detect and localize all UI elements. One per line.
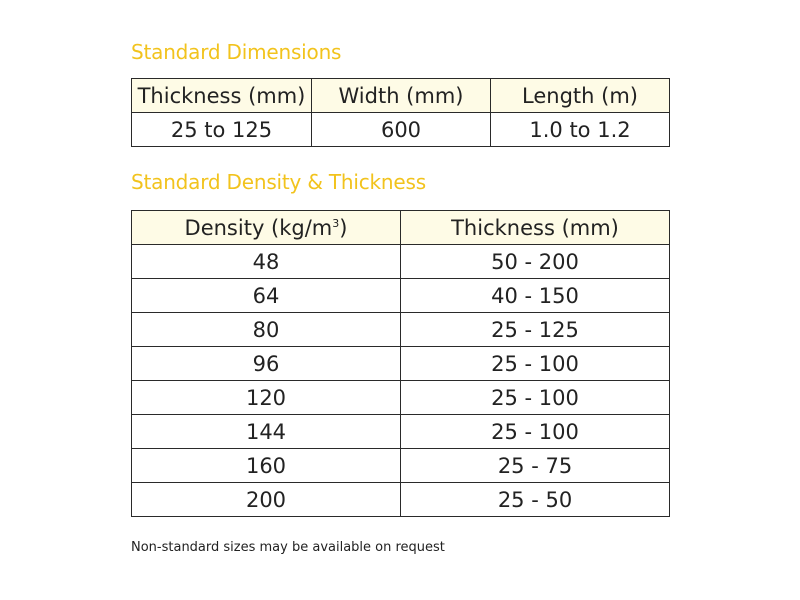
cell-thickness: 25 - 125 (401, 313, 670, 347)
standard-dimensions-title: Standard Dimensions (131, 40, 342, 64)
table-row (132, 113, 670, 147)
cell-density: 160 (132, 449, 401, 483)
cell-thickness: 25 to 125 (132, 113, 312, 147)
cell-thickness: 25 - 50 (401, 483, 670, 517)
column-header-width: Width (mm) (312, 79, 491, 113)
density-header-close: ) (339, 215, 348, 240)
cell-thickness: 25 - 100 (401, 381, 670, 415)
table-row (132, 245, 670, 279)
column-header-length: Length (m) (491, 79, 670, 113)
table-row (132, 483, 670, 517)
table-row (132, 313, 670, 347)
density-header-text: Density (kg/m (184, 215, 333, 240)
cell-density: 120 (132, 381, 401, 415)
table-row (132, 279, 670, 313)
cell-thickness: 50 - 200 (401, 245, 670, 279)
cell-density: 48 (132, 245, 401, 279)
cell-density: 64 (132, 279, 401, 313)
table-row (132, 415, 670, 449)
density-header-row (132, 211, 670, 245)
cell-density: 96 (132, 347, 401, 381)
table-row (132, 347, 670, 381)
table-row (132, 381, 670, 415)
cell-thickness: 25 - 75 (401, 449, 670, 483)
density-header-superscript: 3 (332, 216, 340, 230)
cell-thickness: 40 - 150 (401, 279, 670, 313)
density-table-body (132, 245, 670, 517)
cell-density: 80 (132, 313, 401, 347)
cell-length: 1.0 to 1.2 (491, 113, 670, 147)
cell-thickness: 25 - 100 (401, 347, 670, 381)
cell-density: 200 (132, 483, 401, 517)
standard-density-thickness-title: Standard Density & Thickness (131, 170, 426, 194)
dimensions-header-row (132, 79, 670, 113)
table-row (132, 449, 670, 483)
density-table (131, 210, 670, 517)
cell-density: 144 (132, 415, 401, 449)
footnote: Non-standard sizes may be available on request (131, 540, 445, 555)
column-header-density (132, 211, 401, 245)
dimensions-table (131, 78, 670, 147)
cell-thickness: 25 - 100 (401, 415, 670, 449)
cell-width: 600 (312, 113, 491, 147)
column-header-thickness: Thickness (mm) (132, 79, 312, 113)
column-header-thickness: Thickness (mm) (401, 211, 670, 245)
